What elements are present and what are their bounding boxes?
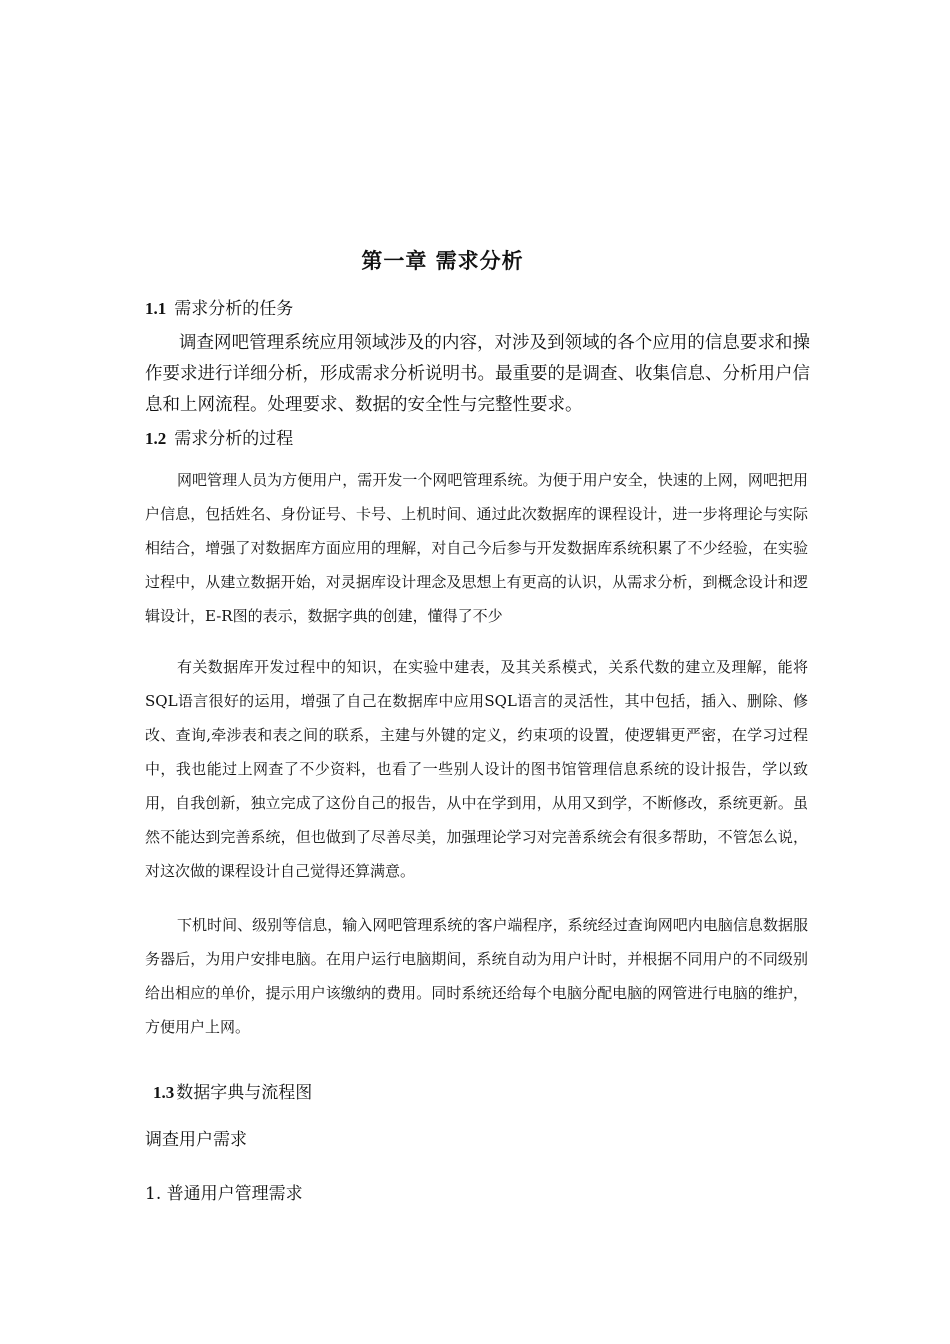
section-title: 需求分析的过程 [174,429,294,449]
paragraph-process-3: 下机时间、级别等信息，输入网吧管理系统的客户端程序，系统经过查询网吧内电脑信息数据服务器后，为用户安排电脑。在用户运行电脑期间，系统自动为用户计时，并根据不同用户的不同级别给出相应的单价，提示用户该缴纳的费用。同时系统还给每个电脑分配电脑的网管进行电脑的维护，方便用户上网。 [145,916,808,1036]
section-number: 1.2 [145,429,167,448]
list-item-1: 1. 普通用户管理需求 [145,1184,303,1204]
section-heading-1-1 [145,294,293,324]
paragraph-task: 调查网吧管理系统应用领域涉及的内容，对涉及到领域的各个应用的信息要求和操作要求进行详细分析，形成需求分析说明书。最重要的是调查、收集信息、分析用户信息和上网流程。处理要求、数据的安全性与完整性要求。 [145,333,810,415]
paragraph-process-1: 网吧管理人员为方便用户，需开发一个网吧管理系统。为便于用户安全，快速的上网，网吧把用户信息，包括姓名、身份证号、卡号、上机时间、通过此次数据库的课程设计，进一步将理论与实际相结合，增强了对数据库方面应用的理解，对自己今后参与开发数据库系统积累了不少经验，在实验过程中，从建立数据开始，对灵据库设计理念及思想上有更高的认识，从需求分析，到概念设计和逻辑设计，E-R图的表示，数据字典的创建，懂得了不少 [145,471,808,625]
section-number: 1.1 [145,299,167,318]
subheading-survey: 调查用户需求 [145,1130,247,1150]
section-number: 1.3 [153,1083,175,1102]
paragraph-process-2: 有关数据库开发过程中的知识，在实验中建表，及其关系模式，关系代数的建立及理解，能将SQL语言很好的运用，增强了自己在数据库中应用SQL语言的灵活性，其中包括，插入、删除、修改、查询,牵涉表和表之间的联系，主建与外键的定义，约束项的设置，使逻辑更严密，在学习过程中，我也能过上网查了不少资料，也看了一些别人设计的图书馆管理信息系统的设计报告，学以致用，自我创新，独立完成了这份自己的报告，从中在学到用，从用又到学，不断修改，系统更新。虽然不能达到完善系统，但也做到了尽善尽美，加强理论学习对完善系统会有很多帮助，不管怎么说，对这次做的课程设计自己觉得还算满意。 [145,658,808,880]
section-heading-1-3 [153,1078,312,1108]
section-title: 需求分析的任务 [174,299,294,319]
section-heading-1-2 [145,424,293,454]
section-title: 数据字典与流程图 [176,1083,313,1103]
chapter-title: 第一章 需求分析 [361,248,524,273]
